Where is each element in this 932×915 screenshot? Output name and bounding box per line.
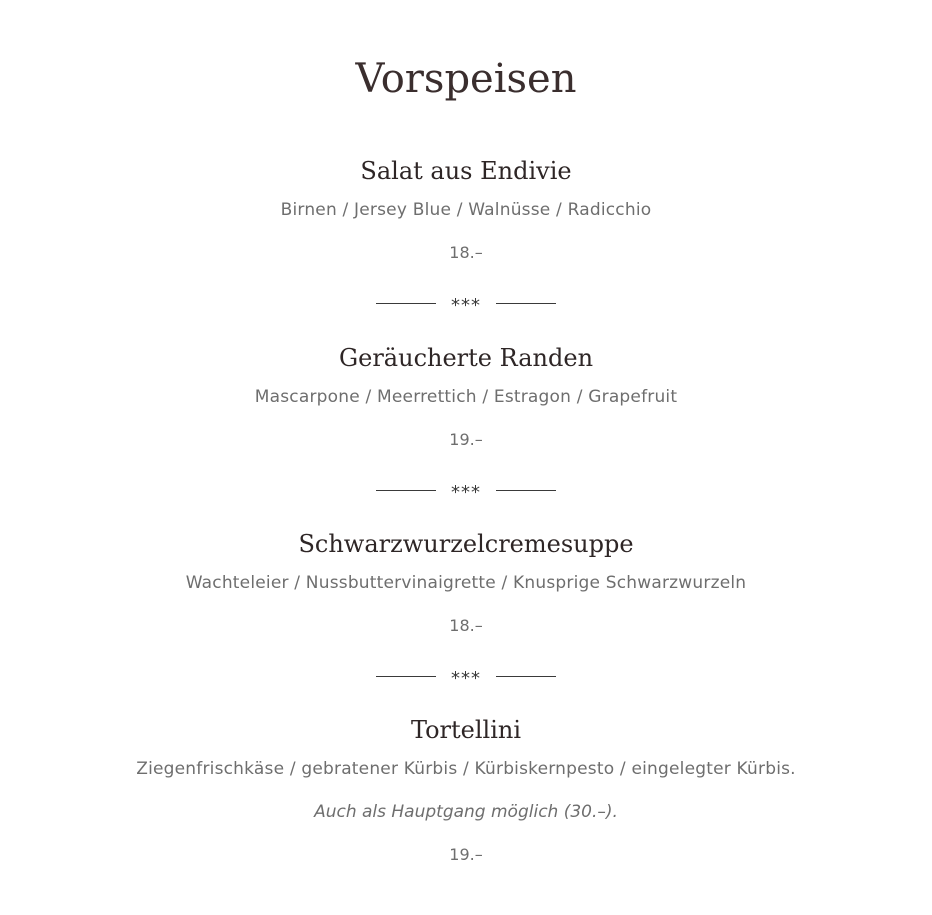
dish-note: Auch als Hauptgang möglich (30.–). (314, 802, 618, 822)
menu-item (0, 528, 932, 637)
dish-name: Salat aus Endivie (360, 157, 572, 185)
menu-item (0, 342, 932, 451)
dish-price: 19.– (449, 430, 483, 449)
divider-line-right (496, 490, 556, 491)
divider-line-left (376, 490, 436, 491)
divider-stars: *** (451, 295, 481, 316)
dish-name: Schwarzwurzelcremesuppe (298, 530, 634, 558)
section-title: Vorspeisen (355, 56, 577, 102)
divider-line-left (376, 676, 436, 677)
menu-item (0, 714, 932, 866)
divider (0, 293, 932, 316)
divider (0, 480, 932, 503)
dish-description: Wachteleier / Nussbuttervinaigrette / Knusprige Schwarzwurzeln (185, 573, 747, 593)
divider-line-left (376, 303, 436, 304)
dish-price: 18.– (449, 616, 483, 635)
divider-stars: *** (451, 482, 481, 503)
dish-price: 19.– (449, 845, 483, 864)
divider (0, 666, 932, 689)
divider-line-right (496, 676, 556, 677)
dish-description: Birnen / Jersey Blue / Walnüsse / Radicchio (280, 200, 652, 220)
menu-item (0, 155, 932, 264)
divider-line-right (496, 303, 556, 304)
dish-description: Ziegenfrischkäse / gebratener Kürbis / Kürbiskernpesto / eingelegter Kürbis. (136, 759, 796, 779)
dish-price: 18.– (449, 243, 483, 262)
dish-name: Tortellini (410, 716, 522, 744)
dish-name: Geräucherte Randen (338, 344, 594, 372)
dish-description: Mascarpone / Meerrettich / Estragon / Grapefruit (254, 387, 678, 407)
divider-stars: *** (451, 668, 481, 689)
